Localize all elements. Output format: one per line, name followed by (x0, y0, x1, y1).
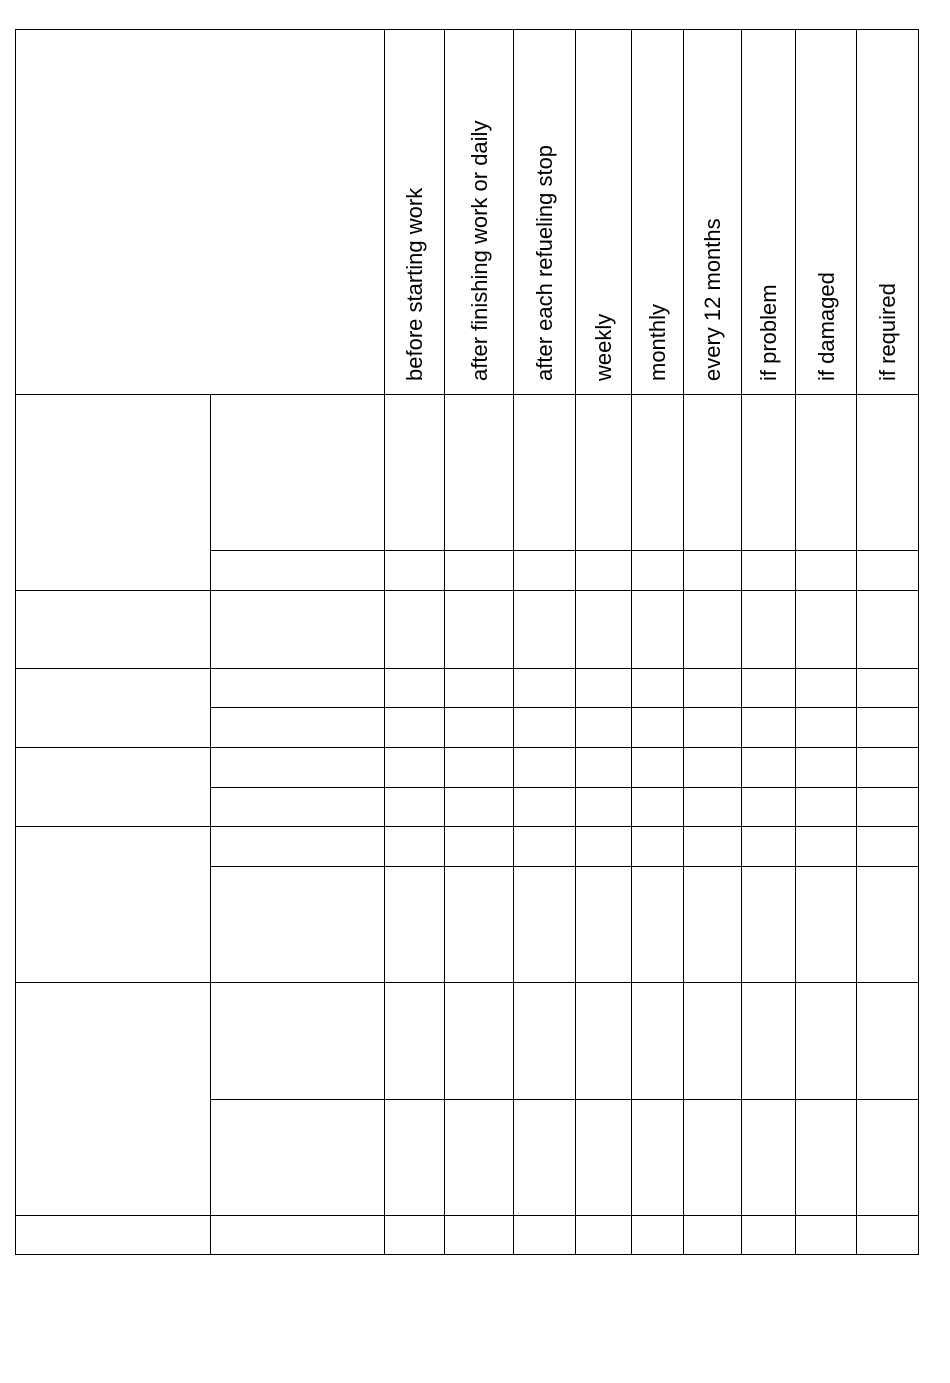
schedule-check-cell (741, 394, 796, 551)
schedule-check-cell (444, 1099, 514, 1216)
schedule-check-cell (575, 787, 632, 827)
column-header-label: weekly (591, 313, 616, 381)
schedule-check-cell (631, 787, 684, 827)
schedule-check-cell (683, 394, 742, 551)
schedule-check-cell (683, 1215, 742, 1255)
schedule-check-cell (513, 668, 576, 708)
schedule-check-cell (513, 787, 576, 827)
schedule-check-cell (384, 550, 445, 591)
group-label-cell (15, 747, 211, 827)
schedule-check-cell (631, 1099, 684, 1216)
schedule-check-cell (384, 866, 445, 983)
schedule-check-cell (795, 982, 857, 1100)
schedule-check-cell (741, 1099, 796, 1216)
task-label-cell (210, 590, 385, 669)
schedule-check-cell (795, 747, 857, 788)
schedule-check-cell (741, 982, 796, 1100)
schedule-check-cell (741, 590, 796, 669)
schedule-check-cell (741, 826, 796, 867)
schedule-check-cell (741, 866, 796, 983)
schedule-check-cell (513, 982, 576, 1100)
schedule-check-cell (795, 668, 857, 708)
schedule-check-cell (741, 668, 796, 708)
schedule-check-cell (795, 787, 857, 827)
schedule-check-cell (856, 866, 919, 983)
schedule-check-cell (384, 1215, 445, 1255)
schedule-check-cell (683, 787, 742, 827)
schedule-check-cell (513, 707, 576, 748)
schedule-check-cell (575, 668, 632, 708)
task-label-cell (210, 550, 385, 591)
schedule-check-cell (631, 707, 684, 748)
group-label-cell (15, 668, 211, 748)
schedule-check-cell (631, 668, 684, 708)
schedule-check-cell (444, 747, 514, 788)
schedule-check-cell (513, 866, 576, 983)
task-label-cell (210, 668, 385, 708)
schedule-check-cell (444, 1215, 514, 1255)
schedule-check-cell (856, 1215, 919, 1255)
group-label-cell (15, 394, 211, 591)
schedule-check-cell (631, 982, 684, 1100)
column-header-cell (683, 29, 742, 395)
group-label-cell (15, 982, 211, 1216)
schedule-check-cell (795, 590, 857, 669)
schedule-check-cell (444, 707, 514, 748)
column-header-cell (444, 29, 514, 395)
task-label-cell (210, 747, 385, 788)
schedule-check-cell (683, 590, 742, 669)
schedule-check-cell (513, 1215, 576, 1255)
schedule-check-cell (683, 826, 742, 867)
header-corner-cell (15, 29, 385, 395)
schedule-check-cell (631, 826, 684, 867)
schedule-check-cell (683, 550, 742, 591)
task-label-cell (210, 787, 385, 827)
schedule-check-cell (444, 826, 514, 867)
schedule-check-cell (856, 668, 919, 708)
schedule-check-cell (384, 826, 445, 867)
schedule-check-cell (795, 1099, 857, 1216)
schedule-check-cell (683, 1099, 742, 1216)
schedule-check-cell (795, 826, 857, 867)
group-label-cell (15, 590, 211, 669)
schedule-check-cell (513, 590, 576, 669)
schedule-check-cell (444, 590, 514, 669)
schedule-check-cell (575, 982, 632, 1100)
schedule-check-cell (856, 550, 919, 591)
schedule-check-cell (741, 747, 796, 788)
column-header-cell (575, 29, 632, 395)
task-label-cell (210, 826, 385, 867)
schedule-check-cell (444, 550, 514, 591)
schedule-check-cell (444, 866, 514, 983)
column-header-cell (631, 29, 684, 395)
task-label-cell (210, 1215, 385, 1255)
schedule-check-cell (741, 787, 796, 827)
column-header-label: if required (875, 283, 900, 381)
schedule-check-cell (856, 1099, 919, 1216)
schedule-check-cell (513, 394, 576, 551)
schedule-check-cell (384, 394, 445, 551)
schedule-check-cell (683, 982, 742, 1100)
schedule-check-cell (575, 550, 632, 591)
schedule-check-cell (384, 668, 445, 708)
schedule-check-cell (384, 747, 445, 788)
schedule-check-cell (856, 982, 919, 1100)
schedule-check-cell (631, 1215, 684, 1255)
schedule-check-cell (575, 1215, 632, 1255)
column-header-label: if problem (756, 284, 781, 381)
column-header-cell (795, 29, 857, 395)
schedule-check-cell (631, 590, 684, 669)
group-label-cell (15, 826, 211, 983)
column-header-label: after finishing work or daily (466, 120, 492, 381)
schedule-check-cell (384, 1099, 445, 1216)
schedule-check-cell (631, 394, 684, 551)
column-header-label: monthly (645, 303, 670, 381)
column-header-label: before starting work (402, 187, 427, 381)
group-label-cell (15, 1215, 211, 1255)
task-label-cell (210, 1099, 385, 1216)
task-label-cell (210, 866, 385, 983)
schedule-check-cell (741, 707, 796, 748)
schedule-check-cell (856, 787, 919, 827)
schedule-check-cell (513, 550, 576, 591)
schedule-check-cell (575, 826, 632, 867)
schedule-check-cell (444, 787, 514, 827)
column-header-cell (856, 29, 919, 395)
schedule-check-cell (513, 1099, 576, 1216)
task-label-cell (210, 982, 385, 1100)
task-label-cell (210, 707, 385, 748)
column-header-cell (513, 29, 576, 395)
schedule-check-cell (384, 707, 445, 748)
column-header-label: after each refueling stop (532, 144, 557, 381)
schedule-check-cell (795, 1215, 857, 1255)
schedule-check-cell (795, 394, 857, 551)
column-header-label: if damaged (813, 272, 839, 381)
schedule-check-cell (741, 550, 796, 591)
schedule-check-cell (575, 1099, 632, 1216)
schedule-check-cell (575, 590, 632, 669)
schedule-check-cell (856, 707, 919, 748)
schedule-check-cell (631, 550, 684, 591)
schedule-check-cell (795, 550, 857, 591)
schedule-check-cell (575, 394, 632, 551)
schedule-check-cell (856, 747, 919, 788)
schedule-check-cell (444, 982, 514, 1100)
schedule-check-cell (856, 590, 919, 669)
schedule-check-cell (384, 982, 445, 1100)
schedule-check-cell (683, 747, 742, 788)
schedule-check-cell (683, 668, 742, 708)
schedule-check-cell (513, 747, 576, 788)
schedule-check-cell (683, 707, 742, 748)
schedule-check-cell (384, 590, 445, 669)
schedule-check-cell (631, 866, 684, 983)
column-header-cell (384, 29, 445, 395)
schedule-check-cell (575, 747, 632, 788)
schedule-check-cell (795, 866, 857, 983)
column-header-label: every 12 months (700, 218, 725, 381)
column-header-cell (741, 29, 796, 395)
schedule-check-cell (741, 1215, 796, 1255)
schedule-check-cell (795, 707, 857, 748)
schedule-check-cell (683, 866, 742, 983)
schedule-check-cell (575, 866, 632, 983)
schedule-check-cell (444, 668, 514, 708)
task-label-cell (210, 394, 385, 551)
schedule-check-cell (856, 394, 919, 551)
schedule-check-cell (856, 826, 919, 867)
schedule-check-cell (444, 394, 514, 551)
schedule-check-cell (631, 747, 684, 788)
schedule-check-cell (575, 707, 632, 748)
schedule-check-cell (384, 787, 445, 827)
schedule-check-cell (513, 826, 576, 867)
